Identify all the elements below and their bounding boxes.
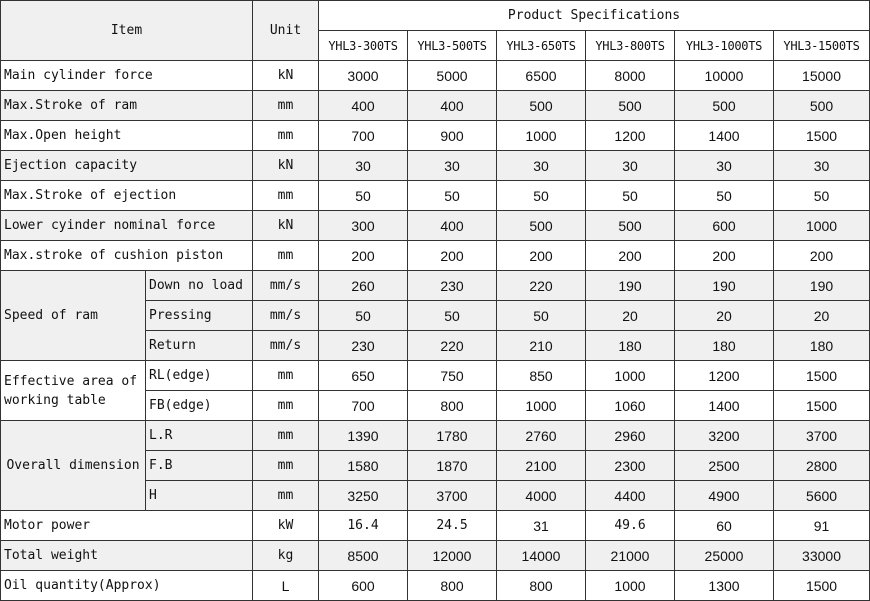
cell-value: 600: [319, 571, 408, 601]
cell-value: 650: [319, 361, 408, 391]
cell-value: 180: [586, 331, 675, 361]
cell-value: 400: [408, 91, 497, 121]
cell-value: 200: [675, 241, 774, 271]
cell-value: 200: [319, 241, 408, 271]
table-row: [1, 91, 870, 121]
cell-value: 30: [774, 151, 870, 181]
cell-value: 400: [408, 211, 497, 241]
cell-value: 220: [408, 331, 497, 361]
cell-value: 30: [586, 151, 675, 181]
cell-value: 230: [408, 271, 497, 301]
cell-value: 260: [319, 271, 408, 301]
cell-value: 200: [408, 241, 497, 271]
cell-value: 3000: [319, 61, 408, 91]
row-unit: L: [253, 571, 319, 601]
cell-value: 16.4: [319, 511, 408, 541]
row-label: Lower cyinder nominal force: [1, 211, 253, 241]
effective-area-line2: working table: [4, 392, 106, 408]
cell-value: 2300: [586, 451, 675, 481]
table-row: [1, 151, 870, 181]
cell-value: 500: [774, 91, 870, 121]
cell-value: 2760: [497, 421, 586, 451]
row-unit: mm/s: [253, 271, 319, 301]
cell-value: 1580: [319, 451, 408, 481]
row-label: Motor power: [1, 511, 253, 541]
cell-value: 210: [497, 331, 586, 361]
group-label-effective-area: [1, 361, 146, 421]
row-label: Oil quantity(Approx): [1, 571, 253, 601]
row-unit: mm: [253, 451, 319, 481]
cell-value: 500: [497, 211, 586, 241]
cell-value: 1060: [586, 391, 675, 421]
table-row: [1, 421, 870, 451]
cell-value: 900: [408, 121, 497, 151]
row-label: Ejection capacity: [1, 151, 253, 181]
cell-value: 2960: [586, 421, 675, 451]
group-label-speed-of-ram: Speed of ram: [1, 271, 146, 361]
model-header: YHL3-1000TS: [675, 31, 774, 61]
cell-value: 20: [586, 301, 675, 331]
sub-label: L.R: [146, 421, 253, 451]
cell-value: 50: [408, 301, 497, 331]
sub-label: FB(edge): [146, 391, 253, 421]
model-header: YHL3-300TS: [319, 31, 408, 61]
table-row: [1, 571, 870, 601]
cell-value: 2500: [675, 451, 774, 481]
row-label: Max.stroke of cushion piston: [1, 241, 253, 271]
row-unit: mm: [253, 121, 319, 151]
row-unit: mm/s: [253, 301, 319, 331]
cell-value: 220: [497, 271, 586, 301]
cell-value: 30: [408, 151, 497, 181]
cell-value: 30: [497, 151, 586, 181]
cell-value: 25000: [675, 541, 774, 571]
cell-value: 1390: [319, 421, 408, 451]
cell-value: 24.5: [408, 511, 497, 541]
cell-value: 500: [586, 91, 675, 121]
table-row: [1, 241, 870, 271]
cell-value: 3700: [408, 481, 497, 511]
cell-value: 1200: [586, 121, 675, 151]
cell-value: 190: [675, 271, 774, 301]
cell-value: 5600: [774, 481, 870, 511]
cell-value: 5000: [408, 61, 497, 91]
cell-value: 50: [586, 181, 675, 211]
cell-value: 190: [774, 271, 870, 301]
cell-value: 400: [319, 91, 408, 121]
table-row: [1, 211, 870, 241]
cell-value: 4000: [497, 481, 586, 511]
cell-value: 10000: [675, 61, 774, 91]
cell-value: 1500: [774, 571, 870, 601]
cell-value: 30: [319, 151, 408, 181]
cell-value: 1870: [408, 451, 497, 481]
model-header: YHL3-500TS: [408, 31, 497, 61]
row-unit: kg: [253, 541, 319, 571]
table-row: [1, 181, 870, 211]
table-row: [1, 541, 870, 571]
cell-value: 1500: [774, 361, 870, 391]
row-unit: mm: [253, 421, 319, 451]
header-unit: Unit: [253, 1, 319, 61]
cell-value: 180: [774, 331, 870, 361]
cell-value: 700: [319, 391, 408, 421]
cell-value: 200: [497, 241, 586, 271]
row-unit: mm/s: [253, 331, 319, 361]
cell-value: 750: [408, 361, 497, 391]
row-unit: kN: [253, 61, 319, 91]
cell-value: 4900: [675, 481, 774, 511]
cell-value: 1400: [675, 391, 774, 421]
cell-value: 50: [774, 181, 870, 211]
cell-value: 3700: [774, 421, 870, 451]
sub-label: Return: [146, 331, 253, 361]
cell-value: 2100: [497, 451, 586, 481]
cell-value: 1300: [675, 571, 774, 601]
cell-value: 1780: [408, 421, 497, 451]
sub-label: RL(edge): [146, 361, 253, 391]
row-unit: kW: [253, 511, 319, 541]
row-unit: mm: [253, 361, 319, 391]
group-label-overall-dimension: Overall dimension: [1, 421, 146, 511]
cell-value: 1000: [497, 391, 586, 421]
row-label: Total weight: [1, 541, 253, 571]
cell-value: 50: [408, 181, 497, 211]
cell-value: 500: [675, 91, 774, 121]
table-row: [1, 121, 870, 151]
cell-value: 600: [675, 211, 774, 241]
model-header: YHL3-650TS: [497, 31, 586, 61]
cell-value: 14000: [497, 541, 586, 571]
cell-value: 300: [319, 211, 408, 241]
cell-value: 60: [675, 511, 774, 541]
cell-value: 190: [586, 271, 675, 301]
cell-value: 50: [497, 301, 586, 331]
row-unit: mm: [253, 91, 319, 121]
cell-value: 4400: [586, 481, 675, 511]
sub-label: H: [146, 481, 253, 511]
cell-value: 3200: [675, 421, 774, 451]
header-item: Item: [1, 1, 253, 61]
row-unit: mm: [253, 391, 319, 421]
row-unit: kN: [253, 211, 319, 241]
cell-value: 200: [586, 241, 675, 271]
cell-value: 1500: [774, 121, 870, 151]
cell-value: 1000: [586, 571, 675, 601]
table-row: [1, 511, 870, 541]
cell-value: 850: [497, 361, 586, 391]
header-product-specifications: Product Specifications: [319, 1, 870, 31]
sub-label: Down no load: [146, 271, 253, 301]
cell-value: 21000: [586, 541, 675, 571]
row-unit: mm: [253, 181, 319, 211]
cell-value: 12000: [408, 541, 497, 571]
cell-value: 33000: [774, 541, 870, 571]
table-row: [1, 61, 870, 91]
cell-value: 3250: [319, 481, 408, 511]
cell-value: 700: [319, 121, 408, 151]
cell-value: 6500: [497, 61, 586, 91]
cell-value: 49.6: [586, 511, 675, 541]
cell-value: 30: [675, 151, 774, 181]
row-label: Max.Stroke of ejection: [1, 181, 253, 211]
cell-value: 91: [774, 511, 870, 541]
cell-value: 1000: [497, 121, 586, 151]
model-header: YHL3-1500TS: [774, 31, 870, 61]
cell-value: 15000: [774, 61, 870, 91]
cell-value: 1500: [774, 391, 870, 421]
row-unit: mm: [253, 481, 319, 511]
row-unit: mm: [253, 241, 319, 271]
model-header: YHL3-800TS: [586, 31, 675, 61]
cell-value: 50: [497, 181, 586, 211]
cell-value: 1000: [586, 361, 675, 391]
cell-value: 1400: [675, 121, 774, 151]
cell-value: 200: [774, 241, 870, 271]
cell-value: 2800: [774, 451, 870, 481]
table-row: [1, 271, 870, 301]
cell-value: 1200: [675, 361, 774, 391]
cell-value: 180: [675, 331, 774, 361]
cell-value: 8000: [586, 61, 675, 91]
cell-value: 500: [497, 91, 586, 121]
cell-value: 50: [319, 181, 408, 211]
cell-value: 31: [497, 511, 586, 541]
cell-value: 8500: [319, 541, 408, 571]
cell-value: 20: [675, 301, 774, 331]
cell-value: 800: [408, 571, 497, 601]
sub-label: Pressing: [146, 301, 253, 331]
cell-value: 50: [675, 181, 774, 211]
cell-value: 20: [774, 301, 870, 331]
row-label: Main cylinder force: [1, 61, 253, 91]
sub-label: F.B: [146, 451, 253, 481]
table-row: [1, 361, 870, 391]
cell-value: 230: [319, 331, 408, 361]
effective-area-line1: Effective area of: [4, 373, 138, 389]
cell-value: 1000: [774, 211, 870, 241]
row-unit: kN: [253, 151, 319, 181]
cell-value: 500: [586, 211, 675, 241]
cell-value: 800: [408, 391, 497, 421]
cell-value: 800: [497, 571, 586, 601]
cell-value: 50: [319, 301, 408, 331]
row-label: Max.Stroke of ram: [1, 91, 253, 121]
row-label: Max.Open height: [1, 121, 253, 151]
